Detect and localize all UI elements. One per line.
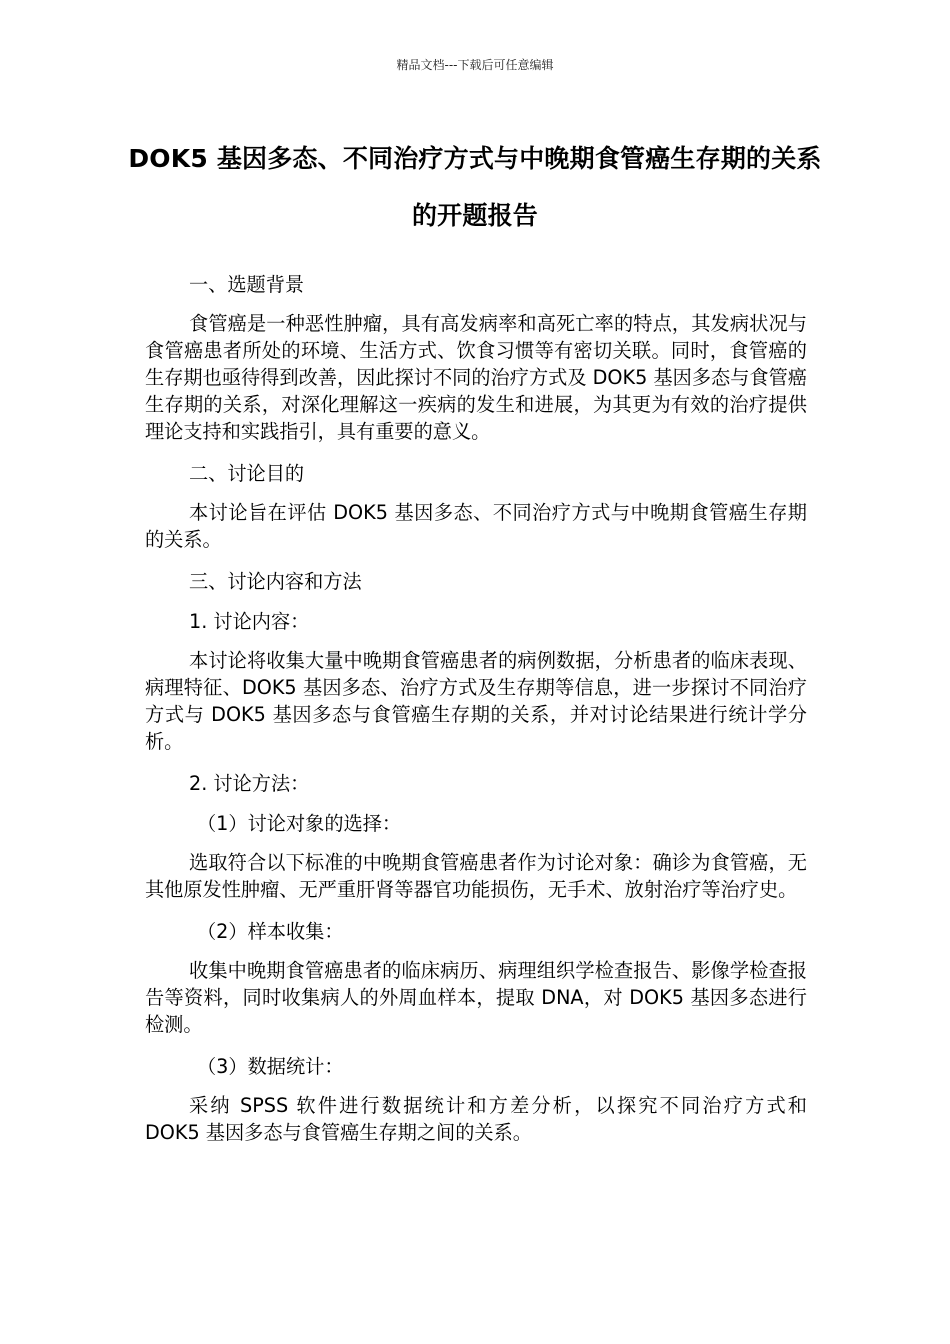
method-heading-sample-collection: （2）样本收集： bbox=[197, 920, 344, 943]
method-heading-subject-selection: （1）讨论对象的选择： bbox=[197, 812, 402, 835]
method-heading-statistics: （3）数据统计： bbox=[197, 1055, 344, 1078]
subheading-content: 1. 讨论内容： bbox=[189, 610, 310, 633]
subject-selection-paragraph: 选取符合以下标准的中晚期食管癌患者作为讨论对象：确诊为食管癌，无其他原发性肿瘤、无严重肝肾等器官功能损伤，无手术、放射治疗等治疗史。 bbox=[145, 851, 807, 901]
document-title: DOK5 基因多态、不同治疗方式与中晚期食管癌生存期的关系的开题报告 bbox=[128, 144, 822, 230]
statistics-paragraph: 采纳 SPSS 软件进行数据统计和方差分析，以探究不同治疗方式和 DOK5 基因多态与食管癌生存期之间的关系。 bbox=[145, 1094, 807, 1144]
sample-collection-paragraph: 收集中晚期食管癌患者的临床病历、病理组织学检查报告、影像学检查报告等资料，同时收集病人的外周血样本，提取 DNA，对 DOK5 基因多态进行检测。 bbox=[145, 959, 807, 1036]
section-heading-background: 一、选题背景 bbox=[189, 273, 305, 296]
header-note: 精品文档---下载后可任意编辑 bbox=[396, 58, 554, 72]
document-body bbox=[145, 270, 807, 1160]
section-heading-purpose: 二、讨论目的 bbox=[189, 462, 305, 485]
purpose-paragraph: 本讨论旨在评估 DOK5 基因多态、不同治疗方式与中晚期食管癌生存期的关系。 bbox=[145, 501, 807, 551]
background-paragraph: 食管癌是一种恶性肿瘤，具有高发病率和高死亡率的特点，其发病状况与食管癌患者所处的环境、生活方式、饮食习惯等有密切关联。同时，食管癌的生存期也亟待得到改善，因此探讨不同的治疗方式及 DOK5 基因多态与食管癌生存期的关系，对深化理解这一疾病的发生和进展，为其更为有效的治疗提供理论支持和实践指引，具有重要的意义。 bbox=[145, 312, 807, 443]
section-heading-content-methods: 三、讨论内容和方法 bbox=[189, 570, 362, 593]
subheading-methods: 2. 讨论方法： bbox=[189, 772, 310, 795]
content-paragraph: 本讨论将收集大量中晚期食管癌患者的病例数据，分析患者的临床表现、病理特征、DOK5 基因多态、治疗方式及生存期等信息，进一步探讨不同治疗方式与 DOK5 基因多态与食管癌生存期的关系，并对讨论结果进行统计学分析。 bbox=[145, 649, 807, 753]
